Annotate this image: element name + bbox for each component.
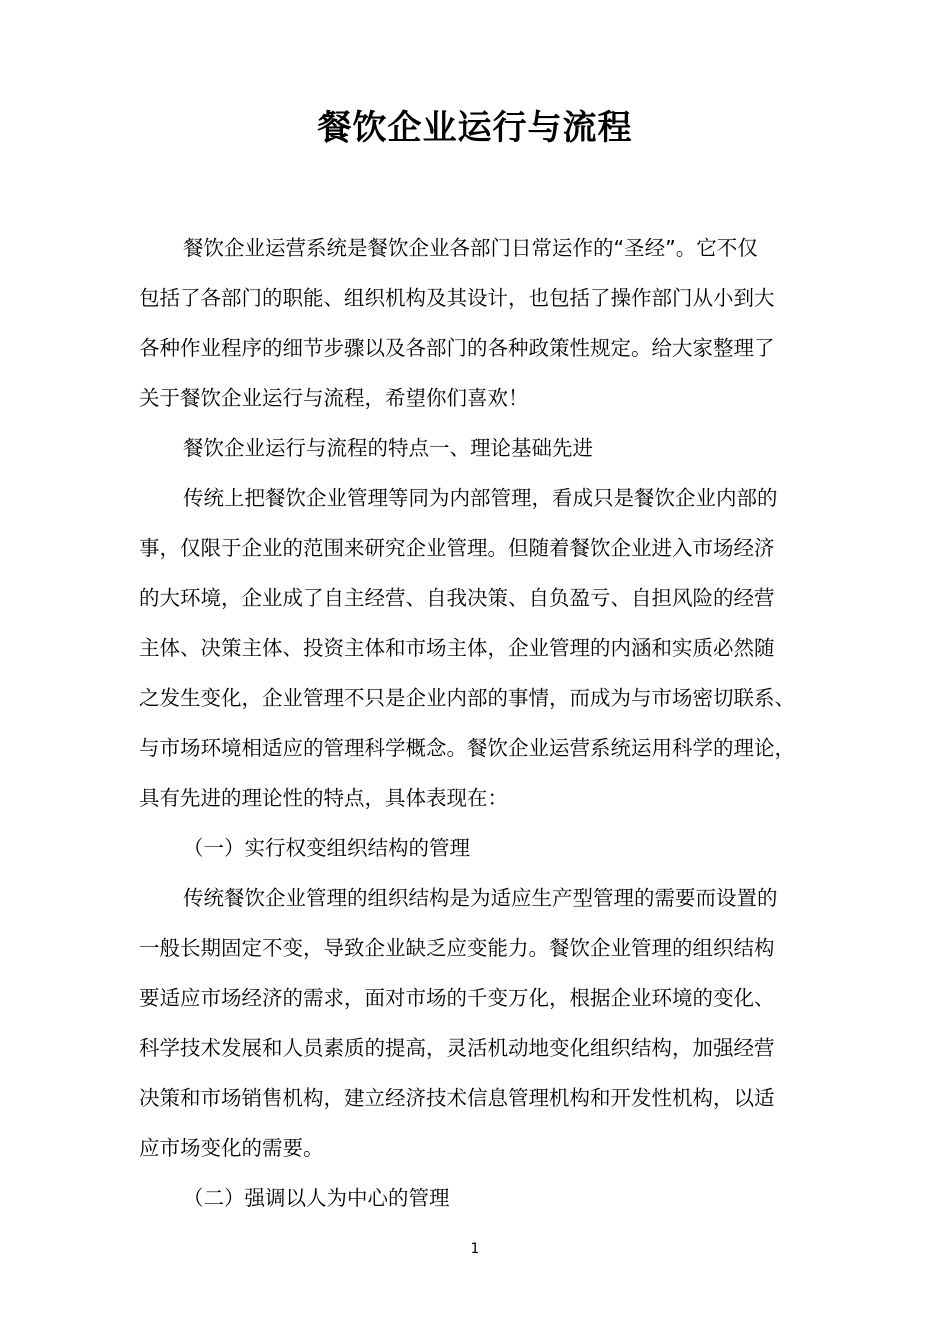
paragraph-line: 传统上把餐饮企业管理等同为内部管理，看成只是餐饮企业内部的 xyxy=(183,486,778,510)
paragraph-line: 科学技术发展和人员素质的提高，灵活机动地变化组织结构，加强经营 xyxy=(139,1036,775,1060)
subsection-heading: （二）强调以人为中心的管理 xyxy=(183,1186,450,1210)
paragraph-line: 要适应市场经济的需求，面对市场的千变万化，根据企业环境的变化、 xyxy=(139,986,775,1010)
document-title: 餐饮企业运行与流程 xyxy=(317,108,633,148)
section-heading: 餐饮企业运行与流程的特点一、理论基础先进 xyxy=(183,436,593,460)
document-body xyxy=(139,226,839,1226)
paragraph-line: 各种作业程序的细节步骤以及各部门的各种政策性规定。给大家整理了 xyxy=(139,336,775,360)
paragraph-line: 的大环境，企业成了自主经营、自我决策、自负盈亏、自担风险的经营 xyxy=(139,586,775,610)
paragraph-line: 决策和市场销售机构，建立经济技术信息管理机构和开发性机构，以适 xyxy=(139,1086,775,1110)
paragraph-line: 之发生变化，企业管理不只是企业内部的事情，而成为与市场密切联系、 xyxy=(139,686,795,710)
paragraph-line: 主体、决策主体、投资主体和市场主体，企业管理的内涵和实质必然随 xyxy=(139,636,775,660)
page-number: 1 xyxy=(470,1241,480,1257)
paragraph-line: 具有先进的理论性的特点，具体表现在： xyxy=(139,786,508,810)
paragraph-line: 餐饮企业运营系统是餐饮企业各部门日常运作的“圣经”。它不仅 xyxy=(183,236,758,260)
paragraph-line: 事，仅限于企业的范围来研究企业管理。但随着餐饮企业进入市场经济 xyxy=(139,536,775,560)
paragraph-line: 一般长期固定不变，导致企业缺乏应变能力。餐饮企业管理的组织结构 xyxy=(139,936,775,960)
subsection-heading: （一）实行权变组织结构的管理 xyxy=(183,836,470,860)
paragraph-line: 关于餐饮企业运行与流程，希望你们喜欢！ xyxy=(139,386,529,410)
paragraph-line: 与市场环境相适应的管理科学概念。餐饮企业运营系统运用科学的理论， xyxy=(139,736,795,760)
paragraph-line: 传统餐饮企业管理的组织结构是为适应生产型管理的需要而设置的 xyxy=(183,886,778,910)
paragraph-line: 应市场变化的需要。 xyxy=(139,1136,324,1160)
paragraph-line: 包括了各部门的职能、组织机构及其设计，也包括了操作部门从小到大 xyxy=(139,286,775,310)
